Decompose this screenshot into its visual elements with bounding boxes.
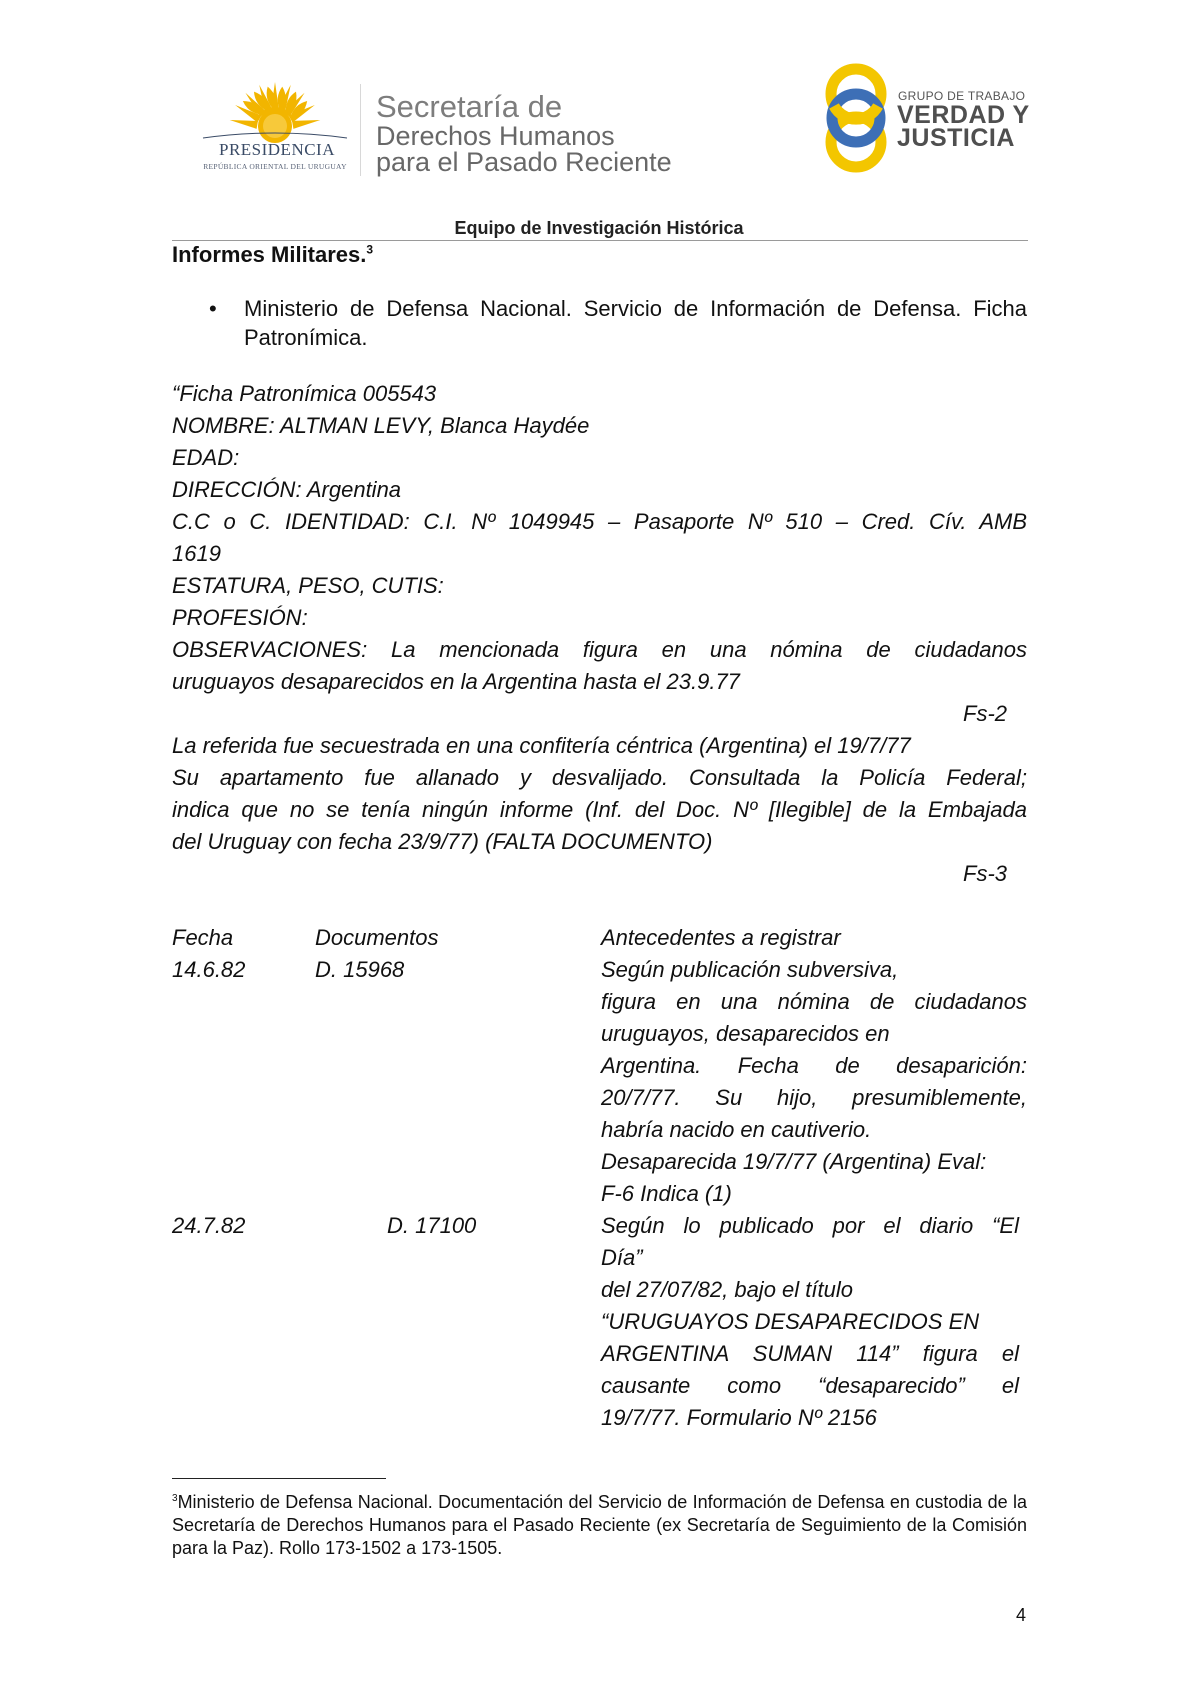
secretaria-title-line1: Secretaría de	[376, 89, 563, 124]
ficha-line: uruguayos desaparecidos en la Argentina hasta el 23.9.77	[172, 669, 740, 694]
republica-label: REPÚBLICA ORIENTAL DEL URUGUAY	[203, 162, 347, 171]
section-title-text: Informes Militares.	[172, 242, 367, 267]
table-row2-antecedentes	[601, 1210, 1019, 1434]
antecedente-line: 19/7/77. Formulario Nº 2156	[601, 1405, 877, 1430]
verdad-label: VERDAD Y	[897, 101, 1030, 129]
antecedente-line: causante como “desaparecido” el	[601, 1373, 1019, 1398]
table-header-documentos: Documentos	[315, 925, 439, 950]
bullet-marker: •	[209, 296, 217, 321]
folio-marker: Fs-3	[963, 861, 1007, 886]
ficha-line: La referida fue secuestrada en una confitería céntrica (Argentina) el 19/7/77	[172, 733, 911, 758]
antecedente-line: Según publicación subversiva,	[601, 957, 899, 982]
verdad-justicia-rings-logo	[820, 58, 892, 178]
footnote-marker: 3	[172, 1493, 178, 1504]
footnote	[172, 1487, 1027, 1560]
grupo-trabajo-label: GRUPO DE TRABAJO	[898, 89, 1026, 103]
table-row1-fecha: 14.6.82	[172, 957, 246, 982]
antecedente-line: ARGENTINA SUMAN 114” figura el	[601, 1341, 1019, 1366]
footnote-text: Ministerio de Defensa Nacional. Documentación del Servicio de Información de Defensa en custodia de la Secretaría de Derechos Humanos para el Pasado Reciente (ex Secretaría de Seguimiento de la Comisión para la Paz). Rollo 173-1502 a 173-1505.	[172, 1492, 1027, 1558]
footnote-separator	[172, 1478, 386, 1479]
antecedente-line: 20/7/77. Su hijo, presumiblemente,	[601, 1085, 1027, 1110]
ficha-line: “Ficha Patronímica 005543	[172, 381, 437, 406]
section-title	[172, 242, 373, 268]
antecedente-line: “URUGUAYOS DESAPARECIDOS EN	[601, 1309, 980, 1334]
header-divider	[360, 84, 361, 176]
table-header-fecha: Fecha	[172, 925, 234, 950]
antecedente-line: F-6 Indica (1)	[601, 1181, 732, 1206]
table-row2-documento: D. 17100	[387, 1213, 477, 1238]
antecedente-line: habría nacido en cautiverio.	[601, 1117, 872, 1142]
page-number: 4	[1016, 1605, 1027, 1625]
justicia-label: JUSTICIA	[897, 124, 1015, 152]
presidencia-label: PRESIDENCIA	[218, 140, 335, 159]
ficha-line: DIRECCIÓN: Argentina	[172, 477, 402, 502]
table-header-antecedentes: Antecedentes a registrar	[601, 925, 841, 950]
ficha-line: Su apartamento fue allanado y desvalijado. Consultada la Policía Federal;	[172, 765, 1027, 790]
ficha-line: ESTATURA, PESO, CUTIS:	[172, 573, 444, 598]
ficha-line: OBSERVACIONES: La mencionada figura en una nómina de ciudadanos	[172, 637, 1027, 662]
ficha-line: 1619	[172, 541, 221, 566]
secretaria-title-line3: para el Pasado Reciente	[376, 147, 672, 177]
ficha-line: PROFESIÓN:	[172, 605, 308, 630]
secretaria-title-line2: Derechos Humanos	[376, 121, 615, 151]
ficha-line: C.C o C. IDENTIDAD: C.I. Nº 1049945 – Pasaporte Nº 510 – Cred. Cív. AMB	[172, 509, 1027, 534]
running-header-title: Equipo de Investigación Histórica	[454, 218, 744, 238]
bullet-item-text: Ministerio de Defensa Nacional. Servicio de Información de Defensa. Ficha Patronímica.	[244, 296, 1027, 350]
folio-marker: Fs-2	[963, 701, 1007, 726]
table-row1-documento: D. 15968	[315, 957, 405, 982]
ficha-line: NOMBRE: ALTMAN LEVY, Blanca Haydée	[172, 413, 590, 438]
table-row2-fecha: 24.7.82	[172, 1213, 246, 1238]
antecedente-line: Argentina. Fecha de desaparición:	[601, 1053, 1027, 1078]
footnote-reference: 3	[366, 242, 374, 257]
ficha-patronimica-block	[172, 378, 1027, 890]
antecedente-line: Día”	[601, 1245, 643, 1270]
header-rule	[172, 240, 1028, 241]
antecedente-line: figura en una nómina de ciudadanos	[601, 989, 1027, 1014]
ficha-line: del Uruguay con fecha 23/9/77) (FALTA DOCUMENTO)	[172, 829, 713, 854]
ficha-line: EDAD:	[172, 445, 240, 470]
ficha-line: indica que no se tenía ningún informe (Inf. del Doc. Nº [Ilegible] de la Embajada	[172, 797, 1027, 822]
table-row1-antecedentes	[601, 954, 1027, 1210]
antecedente-line: uruguayos, desaparecidos en	[601, 1021, 890, 1046]
antecedente-line: Según lo publicado por el diario “El	[601, 1213, 1019, 1238]
antecedente-line: del 27/07/82, bajo el título	[601, 1277, 853, 1302]
antecedente-line: Desaparecida 19/7/77 (Argentina) Eval:	[601, 1149, 987, 1174]
